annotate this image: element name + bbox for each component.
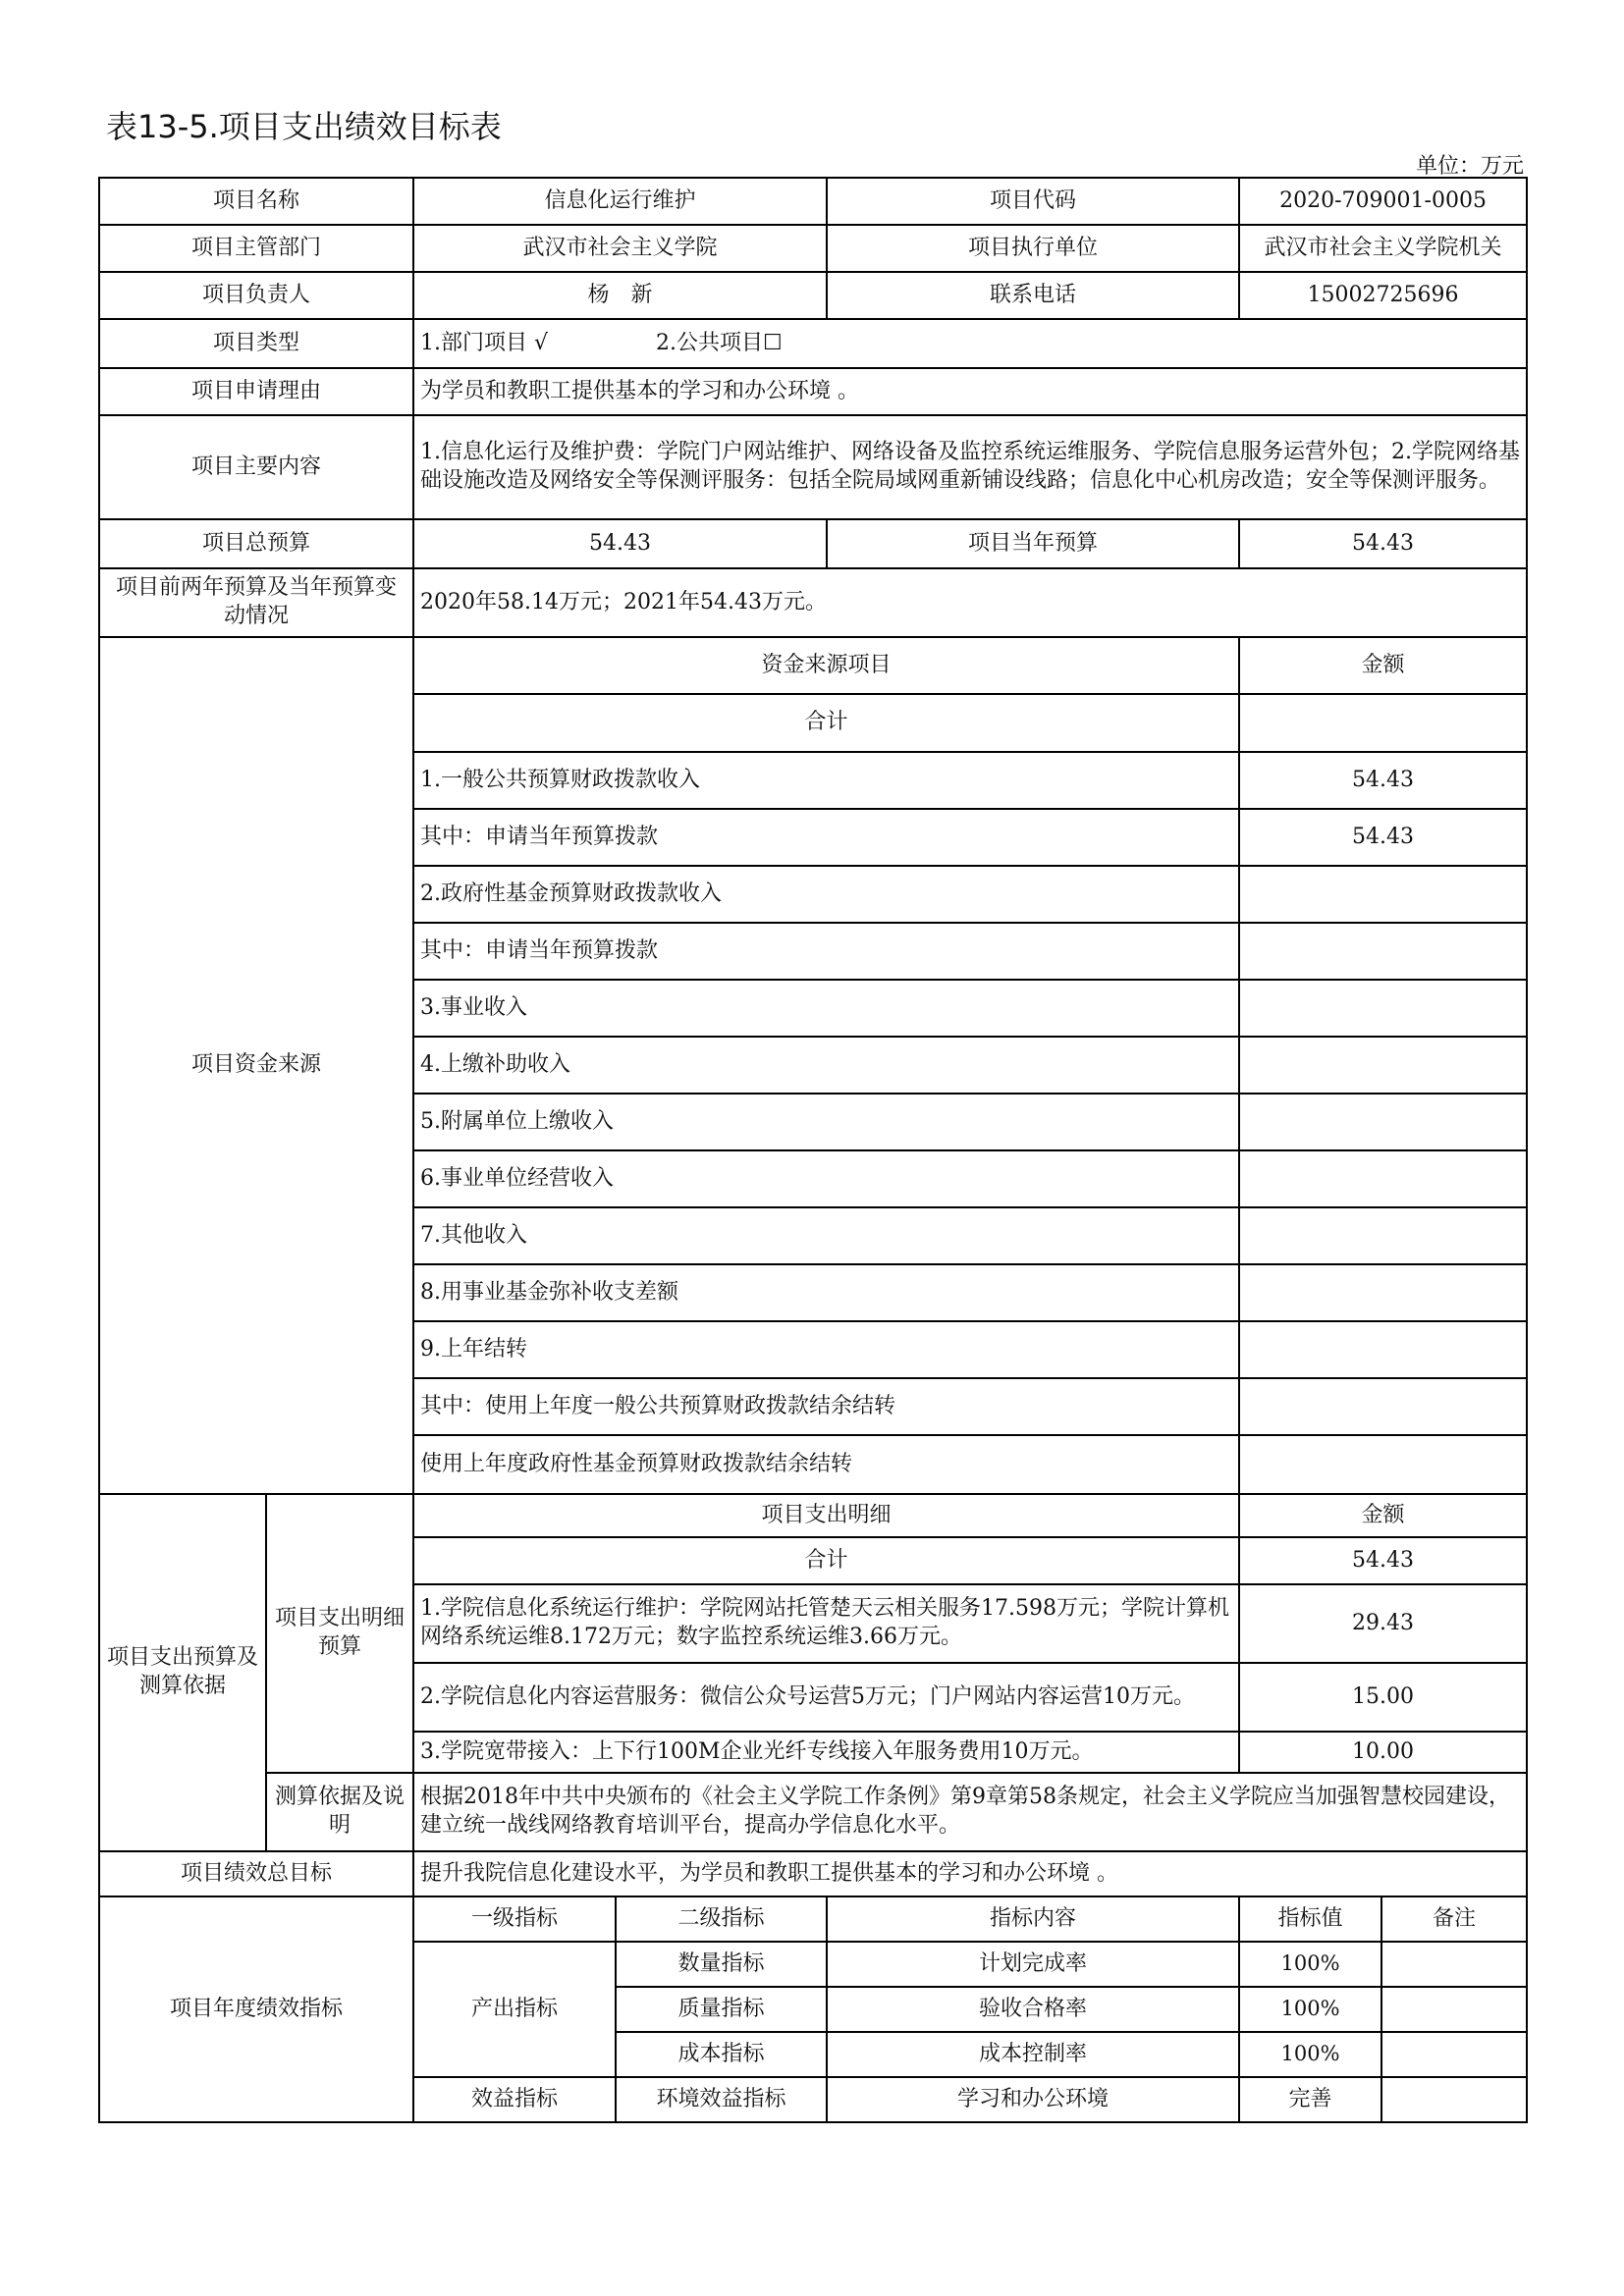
funding-item: 5.附属单位上缴收入: [413, 1094, 1239, 1150]
value-exec-unit: 武汉市社会主义学院机关: [1239, 225, 1527, 272]
indicator-content: 计划完成率: [827, 1942, 1239, 1987]
funding-amount: [1239, 1378, 1527, 1435]
funding-amount: [1239, 1037, 1527, 1094]
indicator-note: [1381, 2032, 1527, 2077]
expense-header-amount: 金额: [1239, 1494, 1527, 1537]
row-project-name: [99, 178, 1527, 225]
funding-header-amount: 金额: [1239, 637, 1527, 694]
funding-item: 2.政府性基金预算财政拨款收入: [413, 866, 1239, 923]
row-budget: [99, 519, 1527, 568]
label-goal: 项目绩效总目标: [99, 1851, 413, 1896]
funding-amount: [1239, 923, 1527, 980]
funding-item: 其中：使用上年度一般公共预算财政拨款结余结转: [413, 1378, 1239, 1435]
expense-item: 1.学院信息化系统运行维护：学院网站托管楚天云相关服务17.598万元；学院计算机网络系统运维8.172万元；数字监控系统运维3.66万元。: [413, 1584, 1239, 1663]
value-dept: 武汉市社会主义学院: [413, 225, 827, 272]
indicator-value: 100%: [1239, 2032, 1381, 2077]
indicator-header-content: 指标内容: [827, 1896, 1239, 1942]
label-year-budget: 项目当年预算: [827, 519, 1239, 568]
indicator-l2: 质量指标: [616, 1987, 827, 2032]
label-project-name: 项目名称: [99, 178, 413, 225]
indicator-note: [1381, 2077, 1527, 2122]
expense-header-row: [99, 1494, 1527, 1537]
unit-label: 单位：万元: [1415, 154, 1524, 179]
row-dept: [99, 225, 1527, 272]
expense-amount: 10.00: [1239, 1732, 1527, 1773]
indicator-header-l2: 二级指标: [616, 1896, 827, 1942]
funding-item: 4.上缴补助收入: [413, 1037, 1239, 1094]
indicator-value: 完善: [1239, 2077, 1381, 2122]
row-leader: [99, 272, 1527, 319]
label-basis: 测算依据及说明: [266, 1773, 413, 1851]
row-type: [99, 319, 1527, 368]
funding-item: 1.一般公共预算财政拨款收入: [413, 752, 1239, 809]
row-goal: [99, 1851, 1527, 1896]
label-content: 项目主要内容: [99, 415, 413, 519]
label-project-code: 项目代码: [827, 178, 1239, 225]
funding-item: 7.其他收入: [413, 1207, 1239, 1264]
funding-amount: [1239, 1207, 1527, 1264]
value-goal: 提升我院信息化建设水平，为学员和教职工提供基本的学习和办公环境 。: [413, 1851, 1527, 1896]
indicator-header-row: [99, 1896, 1527, 1942]
indicator-l1-output: 产出指标: [413, 1942, 616, 2077]
indicator-value: 100%: [1239, 1942, 1381, 1987]
funding-amount: [1239, 1094, 1527, 1150]
indicator-value: 100%: [1239, 1987, 1381, 2032]
value-budget-change: 2020年58.14万元；2021年54.43万元。: [413, 568, 1527, 637]
funding-item: 6.事业单位经营收入: [413, 1150, 1239, 1207]
indicator-content: 成本控制率: [827, 2032, 1239, 2077]
label-expense-basis: 项目支出预算及测算依据: [99, 1494, 266, 1851]
indicator-header-value: 指标值: [1239, 1896, 1381, 1942]
funding-amount: 54.43: [1239, 809, 1527, 866]
value-year-budget: 54.43: [1239, 519, 1527, 568]
funding-amount: [1239, 1150, 1527, 1207]
funding-header-row: [99, 637, 1527, 694]
indicator-note: [1381, 1942, 1527, 1987]
row-budget-change: [99, 568, 1527, 637]
funding-amount: [1239, 980, 1527, 1037]
row-reason: [99, 368, 1527, 415]
indicator-l2: 环境效益指标: [616, 2077, 827, 2122]
funding-amount: [1239, 1264, 1527, 1321]
value-project-code: 2020-709001-0005: [1239, 178, 1527, 225]
label-expense-detail: 项目支出明细预算: [266, 1494, 413, 1773]
funding-item: 其中：申请当年预算拨款: [413, 923, 1239, 980]
value-total-budget: 54.43: [413, 519, 827, 568]
funding-item: 3.事业收入: [413, 980, 1239, 1037]
value-leader: 杨 新: [413, 272, 827, 319]
funding-item: 合计: [413, 694, 1239, 752]
funding-item: 其中：申请当年预算拨款: [413, 809, 1239, 866]
page-title: 表13-5.项目支出绩效目标表: [106, 108, 502, 145]
funding-amount: [1239, 866, 1527, 923]
funding-item: 使用上年度政府性基金预算财政拨款结余结转: [413, 1435, 1239, 1494]
indicator-content: 学习和办公环境: [827, 2077, 1239, 2122]
expense-header-item: 项目支出明细: [413, 1494, 1239, 1537]
funding-amount: [1239, 694, 1527, 752]
performance-table: [98, 177, 1528, 2123]
expense-amount: 54.43: [1239, 1537, 1527, 1584]
label-total-budget: 项目总预算: [99, 519, 413, 568]
label-type: 项目类型: [99, 319, 413, 368]
indicator-l1-benefit: 效益指标: [413, 2077, 616, 2122]
label-funding-source: 项目资金来源: [99, 637, 413, 1494]
funding-item: 8.用事业基金弥补收支差额: [413, 1264, 1239, 1321]
value-reason: 为学员和教职工提供基本的学习和办公环境 。: [413, 368, 1527, 415]
value-phone: 15002725696: [1239, 272, 1527, 319]
indicator-l2: 数量指标: [616, 1942, 827, 1987]
indicator-header-note: 备注: [1381, 1896, 1527, 1942]
label-exec-unit: 项目执行单位: [827, 225, 1239, 272]
label-phone: 联系电话: [827, 272, 1239, 319]
indicator-header-l1: 一级指标: [413, 1896, 616, 1942]
expense-item: 3.学院宽带接入：上下行100M企业光纤专线接入年服务费用10万元。: [413, 1732, 1239, 1773]
expense-amount: 15.00: [1239, 1663, 1527, 1732]
label-leader: 项目负责人: [99, 272, 413, 319]
label-budget-change: 项目前两年预算及当年预算变动情况: [99, 568, 413, 637]
label-indicators: 项目年度绩效指标: [99, 1896, 413, 2122]
label-dept: 项目主管部门: [99, 225, 413, 272]
funding-amount: 54.43: [1239, 752, 1527, 809]
indicator-content: 验收合格率: [827, 1987, 1239, 2032]
value-type: 1.部门项目 √ 2.公共项目☐: [413, 319, 1527, 368]
indicator-l2: 成本指标: [616, 2032, 827, 2077]
value-basis: 根据2018年中共中央颁布的《社会主义学院工作条例》第9章第58条规定，社会主义学院应当加强智慧校园建设，建立统一战线网络教育培训平台，提高办学信息化水平。: [413, 1773, 1527, 1851]
funding-amount: [1239, 1321, 1527, 1378]
row-content: [99, 415, 1527, 519]
label-reason: 项目申请理由: [99, 368, 413, 415]
funding-header-item: 资金来源项目: [413, 637, 1239, 694]
funding-amount: [1239, 1435, 1527, 1494]
value-content: 1.信息化运行及维护费：学院门户网站维护、网络设备及监控系统运维服务、学院信息服务运营外包；2.学院网络基础设施改造及网络安全等保测评服务：包括全院局域网重新铺设线路；信息化中心机房改造；安全等保测评服务。: [413, 415, 1527, 519]
expense-item: 2.学院信息化内容运营服务：微信公众号运营5万元；门户网站内容运营10万元。: [413, 1663, 1239, 1732]
value-project-name: 信息化运行维护: [413, 178, 827, 225]
indicator-note: [1381, 1987, 1527, 2032]
funding-item: 9.上年结转: [413, 1321, 1239, 1378]
row-basis: [99, 1773, 1527, 1851]
expense-amount: 29.43: [1239, 1584, 1527, 1663]
expense-item: 合计: [413, 1537, 1239, 1584]
